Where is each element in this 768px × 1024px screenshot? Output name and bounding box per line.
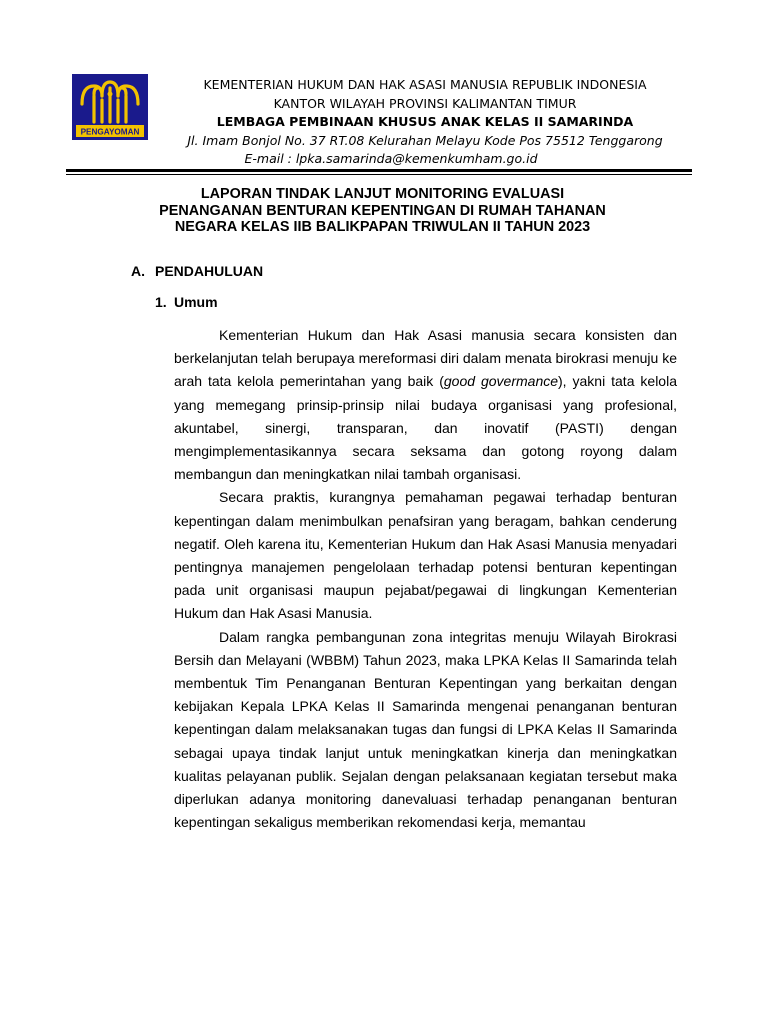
section-title: PENDAHULUAN (155, 263, 264, 279)
report-title (140, 186, 625, 236)
email: E-mail : lpka.samarinda@kemenkumham.go.id (244, 151, 538, 166)
paragraph-1-text-b: ), yakni tata kelola yang memegang prinsip-prinsip nilai budaya organisasi yang profesional, akuntabel, sinergi, transparan, dan inovatif (PASTI) dengan mengimplementasikannya secara seksama dan gotong royong dalam membangun dan meningkatkan nilai tambah organisasi. (174, 373, 677, 483)
logo-caption: PENGAYOMAN (80, 127, 140, 137)
section-heading-pendahuluan (131, 263, 263, 279)
letterhead (150, 76, 700, 169)
ministry-name: KEMENTERIAN HUKUM DAN HAK ASASI MANUSIA REPUBLIK INDONESIA (203, 77, 647, 92)
paragraph-1-text-a: Kementerian Hukum dan Hak Asasi manusia secara konsisten dan berkelanjutan telah berupaya mereformasi diri dalam menata birokrasi menuju ke arah tata kelola pemerintahan yang baik ( (174, 327, 677, 390)
paragraph-1 (174, 324, 677, 486)
body-text (174, 324, 677, 834)
pengayoman-emblem-icon (72, 74, 148, 140)
subsection-heading-umum (155, 294, 218, 310)
regional-office: KANTOR WILAYAH PROVINSI KALIMANTAN TIMUR (273, 95, 577, 111)
subsection-number: 1. (155, 294, 167, 310)
section-number: A. (131, 263, 145, 279)
address: Jl. Imam Bonjol No. 37 RT.08 Kelurahan Melayu Kode Pos 75512 Tenggarong (187, 132, 663, 148)
paragraph-2: Secara praktis, kurangnya pemahaman pegawai terhadap benturan kepentingan dalam menimbulkan penafsiran yang beragam, bahkan cenderung negatif. Oleh karena itu, Kementerian Hukum dan Hak Asasi Manusia menyadari pentingnya manajemen pengelolaan terhadap potensi benturan kepentingan pada unit organisasi maupun pejabat/pegawai di lingkungan Kementerian Hukum dan Hak Asasi Manusia. (174, 489, 677, 622)
letterhead-divider-thick (66, 169, 692, 172)
title-line-1: LAPORAN TINDAK LANJUT MONITORING EVALUASI (200, 186, 565, 202)
title-line-3: NEGARA KELAS IIB BALIKPAPAN TRIWULAN II TAHUN 2023 (174, 219, 591, 235)
title-line-2: PENANGANAN BENTURAN KEPENTINGAN DI RUMAH TAHANAN (159, 202, 606, 219)
paragraph-3: Dalam rangka pembangunan zona integritas menuju Wilayah Birokrasi Bersih dan Melayani (WBBM) Tahun 2023, maka LPKA Kelas II Samarinda telah membentuk Tim Penanganan Benturan Kepentingan yang berkaitan dengan kebijakan Kepala LPKA Kelas II Samarinda mengenai penanganan benturan kepentingan dalam melaksanakan tugas dan fungsi di LPKA Kelas II Samarinda sebagai upaya tindak lanjut untuk meningkatkan kinerja dan meningkatkan kualitas pelayanan publik. Sejalan dengan pelaksanaan kegiatan tersebut maka diperlukan adanya monitoring danevaluasi terhadap penanganan benturan kepentingan sekaligus memberikan rekomendasi kerja, memantau (174, 628, 677, 831)
institution-name: LEMBAGA PEMBINAAN KHUSUS ANAK KELAS II SAMARINDA (216, 114, 634, 129)
pengayoman-logo (72, 74, 148, 140)
paragraph-1-italic-term: good govermance (443, 373, 559, 390)
letterhead-divider-thin (66, 174, 692, 175)
subsection-title: Umum (174, 294, 218, 310)
